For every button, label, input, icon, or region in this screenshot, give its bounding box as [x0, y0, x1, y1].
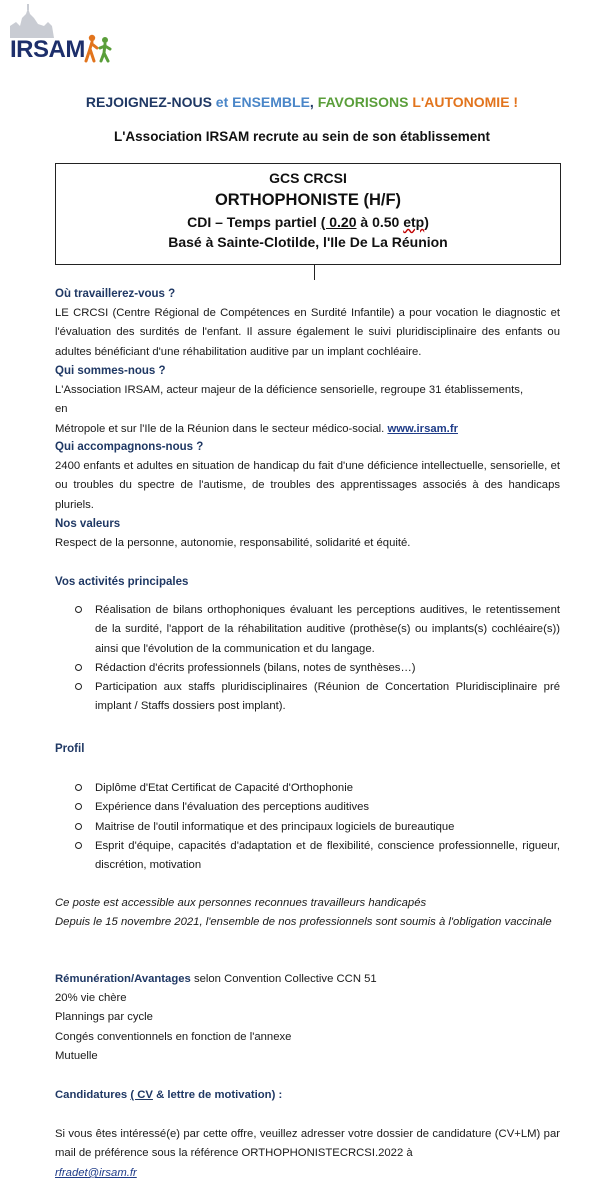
bullet-icon — [75, 683, 82, 690]
profile-list — [55, 779, 560, 875]
bullet-icon — [75, 803, 82, 810]
headline-part5: L'AUTONOMIE — [412, 94, 510, 110]
irsam-website-link[interactable]: www.irsam.fr — [387, 422, 458, 435]
profile-text: Maitrise de l'outil informatique et des principaux logiciels de bureautique — [95, 820, 455, 833]
headline-part6: ! — [509, 94, 519, 110]
profile-heading: Profil — [55, 743, 85, 755]
whom-text: 2400 enfants et adultes en situation de handicap du fait d'une déficience intellectuelle, sensorielle, et ou troubles du spectre de l'autisme, de troubles des apprentissages associés à des handicaps pluriels. — [55, 460, 560, 511]
pay-item: Mutuelle — [55, 1050, 98, 1062]
pay-item: Plannings par cycle — [55, 1011, 153, 1023]
job-title: ORTHOPHONISTE (H/F) — [214, 191, 402, 209]
headline-part4: FAVORISONS — [317, 94, 413, 110]
pay-line — [55, 970, 377, 989]
list-item — [55, 779, 560, 798]
contract-type: CDI – Temps partiel — [187, 214, 321, 230]
headline-part2: et ENSEMBLE — [211, 94, 310, 110]
job-org: GCS CRCSI — [269, 170, 347, 186]
where-heading: Où travaillerez-vous ? — [55, 288, 176, 300]
vaccine-note: Depuis le 15 novembre 2021, l'ensemble de nos professionnels sont soumis à l'obligation vaccinale — [55, 916, 552, 928]
activity-text: Participation aux staffs pluridisciplinaires (Réunion de Concertation Pluridisciplinaire pré implant / Staffs dossiers post implant). — [95, 681, 560, 713]
values-text: Respect de la personne, autonomie, responsabilité, solidarité et équité. — [55, 537, 411, 549]
job-box — [55, 163, 561, 265]
handicap-note: Ce poste est accessible aux personnes reconnues travailleurs handicapés — [55, 897, 427, 909]
apply-text: Si vous êtes intéressé(e) par cette offre, veuillez adresser votre dossier de candidature (CV+LM) par mail de préférence sous la référence ORTHOPHONISTECRCSI.2022 à — [55, 1128, 560, 1160]
subheading: L'Association IRSAM recrute au sein de son établissement — [113, 129, 491, 144]
apply-email-link[interactable]: rfradet@irsam.fr — [55, 1167, 137, 1179]
job-location: Basé à Sainte-Clotilde, l'Ile De La Réunion — [168, 234, 448, 250]
whom-heading: Qui accompagnons-nous ? — [55, 441, 204, 453]
apply-heading-b: ( CV — [130, 1089, 153, 1101]
list-item — [55, 659, 560, 678]
activities-heading: Vos activités principales — [55, 576, 189, 588]
activity-text: Réalisation de bilans orthophoniques évaluant les perceptions auditives, le retentissement de la surdité, l'apport de la réhabilitation auditive (prothèse(s) ou implants(s) cochléaire(s)) ainsi que l'évolution de la communication et du langage. — [95, 604, 560, 655]
profile-text: Esprit d'équipe, capacités d'adaptation et de flexibilité, conscience professionnelle, rigueur, discrétion, motivation — [95, 839, 560, 872]
who-text — [55, 381, 560, 439]
list-item — [55, 601, 560, 659]
pay-item: Congés conventionnels en fonction de l'annexe — [55, 1031, 292, 1043]
apply-heading-a: Candidatures — [55, 1089, 131, 1101]
headline-part1: REJOIGNEZ-NOUS — [85, 94, 212, 110]
list-item — [55, 798, 560, 817]
contract-unit: etp — [403, 214, 425, 230]
contract-max: à 0.50 — [356, 214, 404, 230]
headline — [0, 94, 604, 110]
where-text: LE CRCSI (Centre Régional de Compétences en Surdité Infantile) a pour vocation le diagnostic et l'évaluation des surdités de l'enfant. Il assure également le suivi pluridisciplinaire des enfants ou adultes bénéficiant d'une réhabilitation auditive par un implant cochléaire. — [55, 307, 560, 358]
who-line-3 — [55, 420, 560, 439]
job-contract — [56, 214, 560, 230]
basilica-silhouette-icon — [8, 4, 68, 38]
contract-close: ) — [424, 214, 429, 230]
divider-tick — [314, 264, 315, 280]
apply-heading — [55, 1086, 282, 1105]
bullet-icon — [75, 784, 82, 791]
who-line-3-text: Métropole et sur l'Ile de la Réunion dans le secteur médico-social. — [55, 422, 388, 435]
activities-list — [55, 601, 560, 717]
profile-text: Expérience dans l'évaluation des perceptions auditives — [95, 801, 370, 814]
list-item — [55, 678, 560, 717]
values-heading: Nos valeurs — [55, 518, 121, 530]
apply-email-line — [55, 1164, 137, 1183]
bullet-icon — [75, 842, 82, 849]
activity-text: Rédaction d'écrits professionnels (bilans, notes de synthèses…) — [95, 661, 416, 674]
contract-min: ( 0.20 — [320, 214, 357, 230]
who-line-2: en — [55, 403, 68, 416]
pay-text: selon Convention Collective CCN 51 — [190, 973, 377, 985]
bullet-icon — [75, 606, 82, 613]
bullet-icon — [75, 823, 82, 830]
people-walking-icon — [84, 34, 114, 64]
pay-item: 20% vie chère — [55, 992, 127, 1004]
apply-heading-c: & lettre de motivation) : — [152, 1089, 283, 1101]
who-heading: Qui sommes-nous ? — [55, 365, 166, 377]
who-line-1: L'Association IRSAM, acteur majeur de la déficience sensorielle, regroupe 31 établissements, — [55, 384, 524, 396]
bullet-icon — [75, 664, 82, 671]
logo-text: IRSAM — [10, 36, 85, 63]
list-item — [55, 818, 560, 837]
pay-heading: Rémunération/Avantages — [55, 973, 191, 985]
profile-text: Diplôme d'Etat Certificat de Capacité d'Orthophonie — [95, 782, 354, 794]
irsam-logo — [8, 4, 112, 68]
list-item — [55, 837, 560, 876]
headline-part3: , — [309, 94, 318, 110]
